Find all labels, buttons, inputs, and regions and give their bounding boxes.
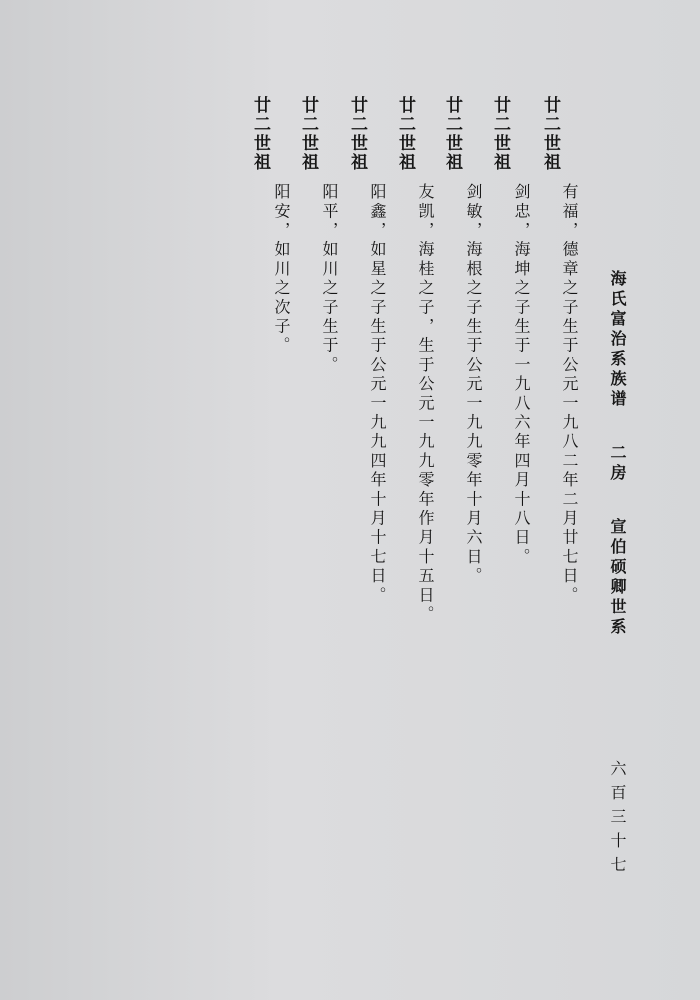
branch-label: 二房 [608, 444, 627, 484]
genealogy-entry: 有福，德章之子生于公元一九八二年二月廿七日。 [560, 183, 579, 606]
page-number: 六百三十七 [608, 760, 627, 880]
genealogy-entry: 阳鑫，如星之子生于公元一九九四年十月十七日。 [368, 183, 387, 606]
genealogy-entry: 阳平，如川之子生于。 [320, 183, 339, 375]
genealogy-entry: 剑敏，海根之子生于公元一九九零年十月六日。 [464, 183, 483, 587]
generation-label: 廿二世祖 [540, 96, 560, 172]
generation-label: 廿二世祖 [298, 96, 318, 172]
generation-label: 廿二世祖 [250, 96, 270, 172]
genealogy-entry: 友凯，海桂之子，生于公元一九九零年作月十五日。 [416, 183, 435, 625]
generation-label: 廿二世祖 [490, 96, 510, 172]
bleed-through-texture [120, 70, 138, 84]
running-header [606, 270, 629, 638]
book-title: 海氏富治系族谱 [608, 270, 627, 410]
generation-label: 廿二世祖 [442, 96, 462, 172]
genealogy-entry: 剑忠，海坤之子生于一九八六年四月十八日。 [512, 183, 531, 567]
genealogy-entry: 阳安，如川之次子。 [272, 183, 291, 356]
lineage-label: 宣伯硕卿世系 [608, 518, 627, 638]
generation-label: 廿二世祖 [395, 96, 415, 172]
generation-label: 廿二世祖 [347, 96, 367, 172]
